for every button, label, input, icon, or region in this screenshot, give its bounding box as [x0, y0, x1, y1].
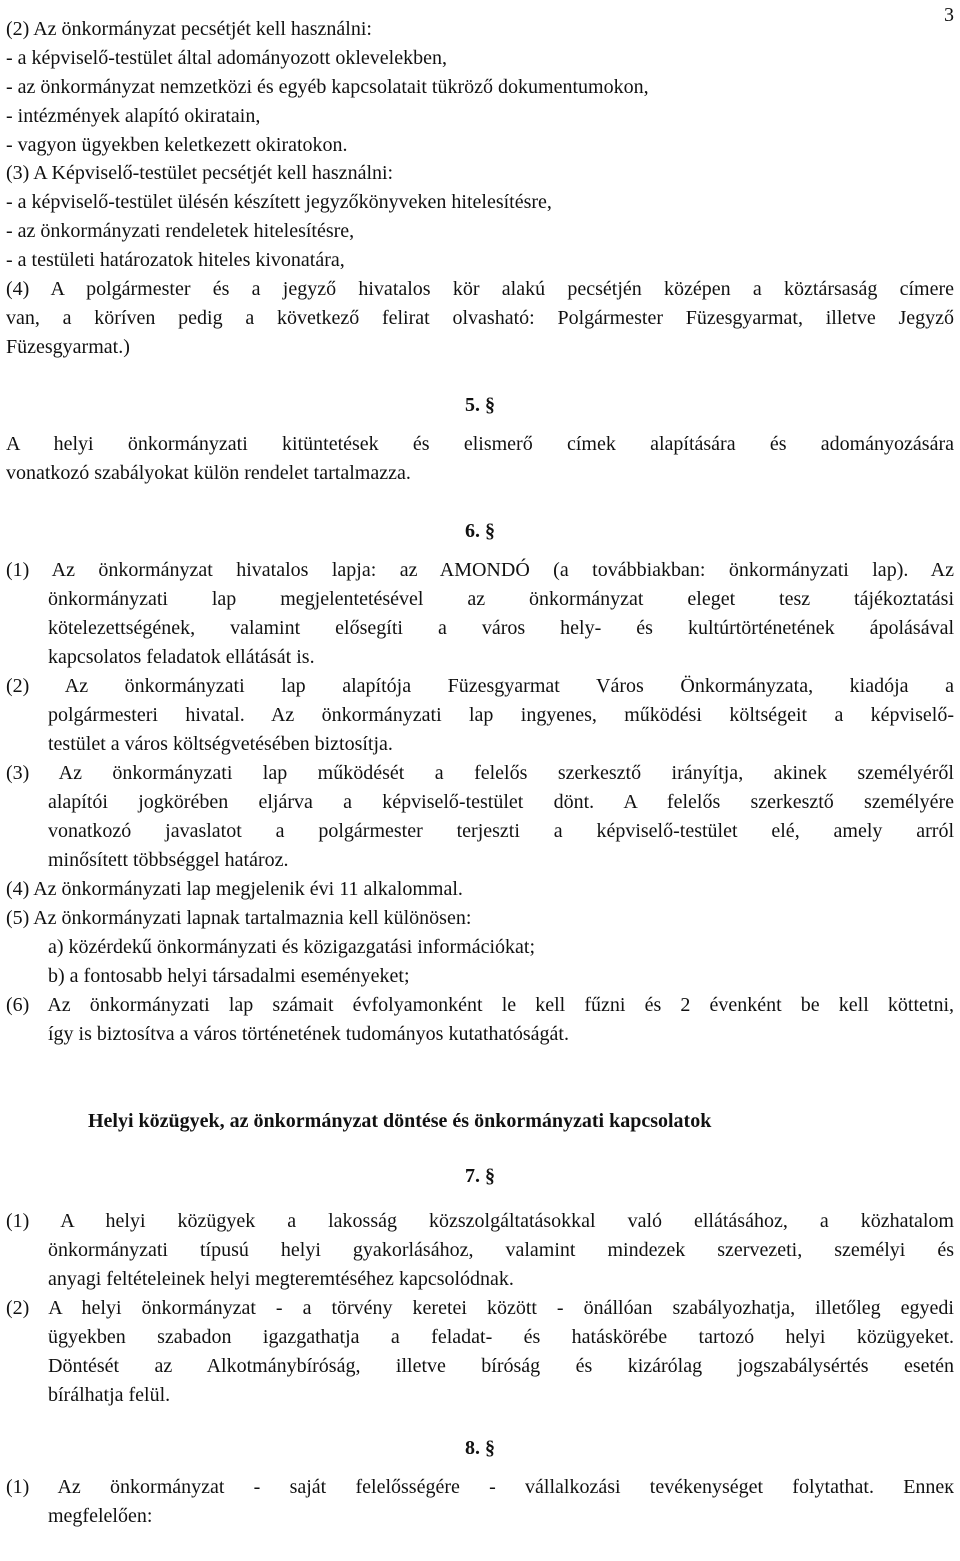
- paragraph-line: testület a város költségvetésében biztosítja.: [48, 733, 393, 755]
- paragraph-line: önkormányzati lap megjelentetésével az önkormányzat eleget tesz tájékoztatási: [48, 588, 954, 610]
- list-item: a) közérdekű önkormányzati és közigazgatási információkat;: [48, 936, 536, 958]
- list-item: - az önkormányzat nemzetközi és egyéb kapcsolatait tükröző dokumentumokon,: [6, 76, 649, 98]
- list-item: - vagyon ügyekben keletkezett okiratokon.: [6, 134, 348, 156]
- section-heading-6: 6. §: [465, 520, 495, 542]
- section-heading-7: 7. §: [465, 1165, 495, 1187]
- list-item: - a képviselő-testület által adományozott oklevelekben,: [6, 47, 447, 69]
- section-title: Helyi közügyek, az önkormányzat döntése és önkormányzati kapcsolatok: [88, 1110, 712, 1132]
- paragraph-line: (1) A helyi közügyek a lakosság közszolgáltatásokkal való ellátásához, a közhatalom: [6, 1210, 954, 1232]
- section-heading-8: 8. §: [465, 1437, 495, 1459]
- paragraph-line: van, a köríven pedig a következő felirat olvasható: Polgármester Füzesgyarmat, illetve Jegyző: [6, 307, 954, 329]
- paragraph-line: (6) Az önkormányzati lap számait évfolyamonként le kell fűzni és 2 évenként be kell köttetni,: [6, 994, 954, 1016]
- paragraph-line: Füzesgyarmat.): [6, 336, 130, 358]
- paragraph-line: (1) Az önkormányzat - saját felelősségére - vállalkozási tevékenységet folytathat. Enneк: [6, 1476, 954, 1498]
- list-item: b) a fontosabb helyi társadalmi eseményeket;: [48, 965, 410, 987]
- paragraph-line: alapítói jogkörében eljárva a képviselő-testület dönt. A felelős szerkesztő személyére: [48, 791, 954, 813]
- paragraph-line: vonatkozó javaslatot a polgármester terjeszti a képviselő-testület elé, amely arról: [48, 820, 954, 842]
- section-heading-5: 5. §: [465, 394, 495, 416]
- paragraph-line: vonatkozó szabályokat külön rendelet tartalmazza.: [6, 462, 411, 484]
- paragraph-line: (4) Az önkormányzati lap megjelenik évi 11 alkalommal.: [6, 878, 463, 900]
- paragraph-line: (2) Az önkormányzati lap alapítója Füzesgyarmat Város Önkormányzata, kiadója a: [6, 675, 954, 697]
- paragraph-line: ügyekben szabadon igazgathatja a feladat- és hatáskörébe tartozó helyi közügyeket.: [48, 1326, 954, 1348]
- list-item: - az önkormányzati rendeletek hitelesítésre,: [6, 220, 355, 242]
- list-item: - intézmények alapító okiratain,: [6, 105, 261, 127]
- paragraph-line: megfelelően:: [48, 1505, 153, 1527]
- page-number: 3: [944, 4, 954, 26]
- paragraph-line: bírálhatja felül.: [48, 1384, 171, 1406]
- paragraph-line: polgármesteri hivatal. Az önkormányzati lap ingyenes, működési költségeit a képviselő-: [48, 704, 954, 726]
- paragraph-line: kötelezettségének, valamint elősegíti a város hely- és kultúrtörténetének ápolásával: [48, 617, 954, 639]
- paragraph-line: így is biztosítva a város történetének tudományos kutathatóságát.: [48, 1023, 569, 1045]
- list-item: - a testületi határozatok hiteles kivonatára,: [6, 249, 345, 271]
- paragraph-line: (2) A helyi önkormányzat - a törvény keretei között - önállóan szabályozhatja, illetőleg egyedi: [6, 1297, 954, 1319]
- paragraph-line: (3) Az önkormányzati lap működését a felelős szerkesztő irányítja, akinek személyéről: [6, 762, 954, 784]
- paragraph-line: anyagi feltételeinek helyi megteremtéséhez kapcsolódnak.: [48, 1268, 514, 1290]
- paragraph-line: önkormányzati típusú helyi gyakorlásához, valamint mindezek szervezeti, személyi és: [48, 1239, 954, 1261]
- paragraph-line: kapcsolatos feladatok ellátását is.: [48, 646, 315, 668]
- paragraph-line: (5) Az önkormányzati lapnak tartalmaznia kell különösen:: [6, 907, 472, 929]
- paragraph-4-2-head: (2) Az önkormányzat pecsétjét kell használni:: [6, 18, 372, 40]
- paragraph-line: Döntését az Alkotmánybíróság, illetve bíróság és kizárólag jogszabálysértés esetén: [48, 1355, 954, 1377]
- paragraph-line: (1) Az önkormányzat hivatalos lapja: az AMONDÓ (a továbbiakban: önkormányzati lap). Az: [6, 559, 954, 581]
- list-item: - a képviselő-testület ülésén készített jegyzőkönyveken hitelesítésre,: [6, 191, 552, 213]
- paragraph-4-3-head: (3) A Képviselő-testület pecsétjét kell használni:: [6, 162, 394, 184]
- paragraph-line: minősített többséggel határoz.: [48, 849, 289, 871]
- paragraph-line: (4) A polgármester és a jegyző hivatalos kör alakú pecsétjén középen a köztársaság címere: [6, 278, 954, 300]
- paragraph-line: A helyi önkormányzati kitüntetések és elismerő címek alapítására és adományozására: [6, 433, 954, 455]
